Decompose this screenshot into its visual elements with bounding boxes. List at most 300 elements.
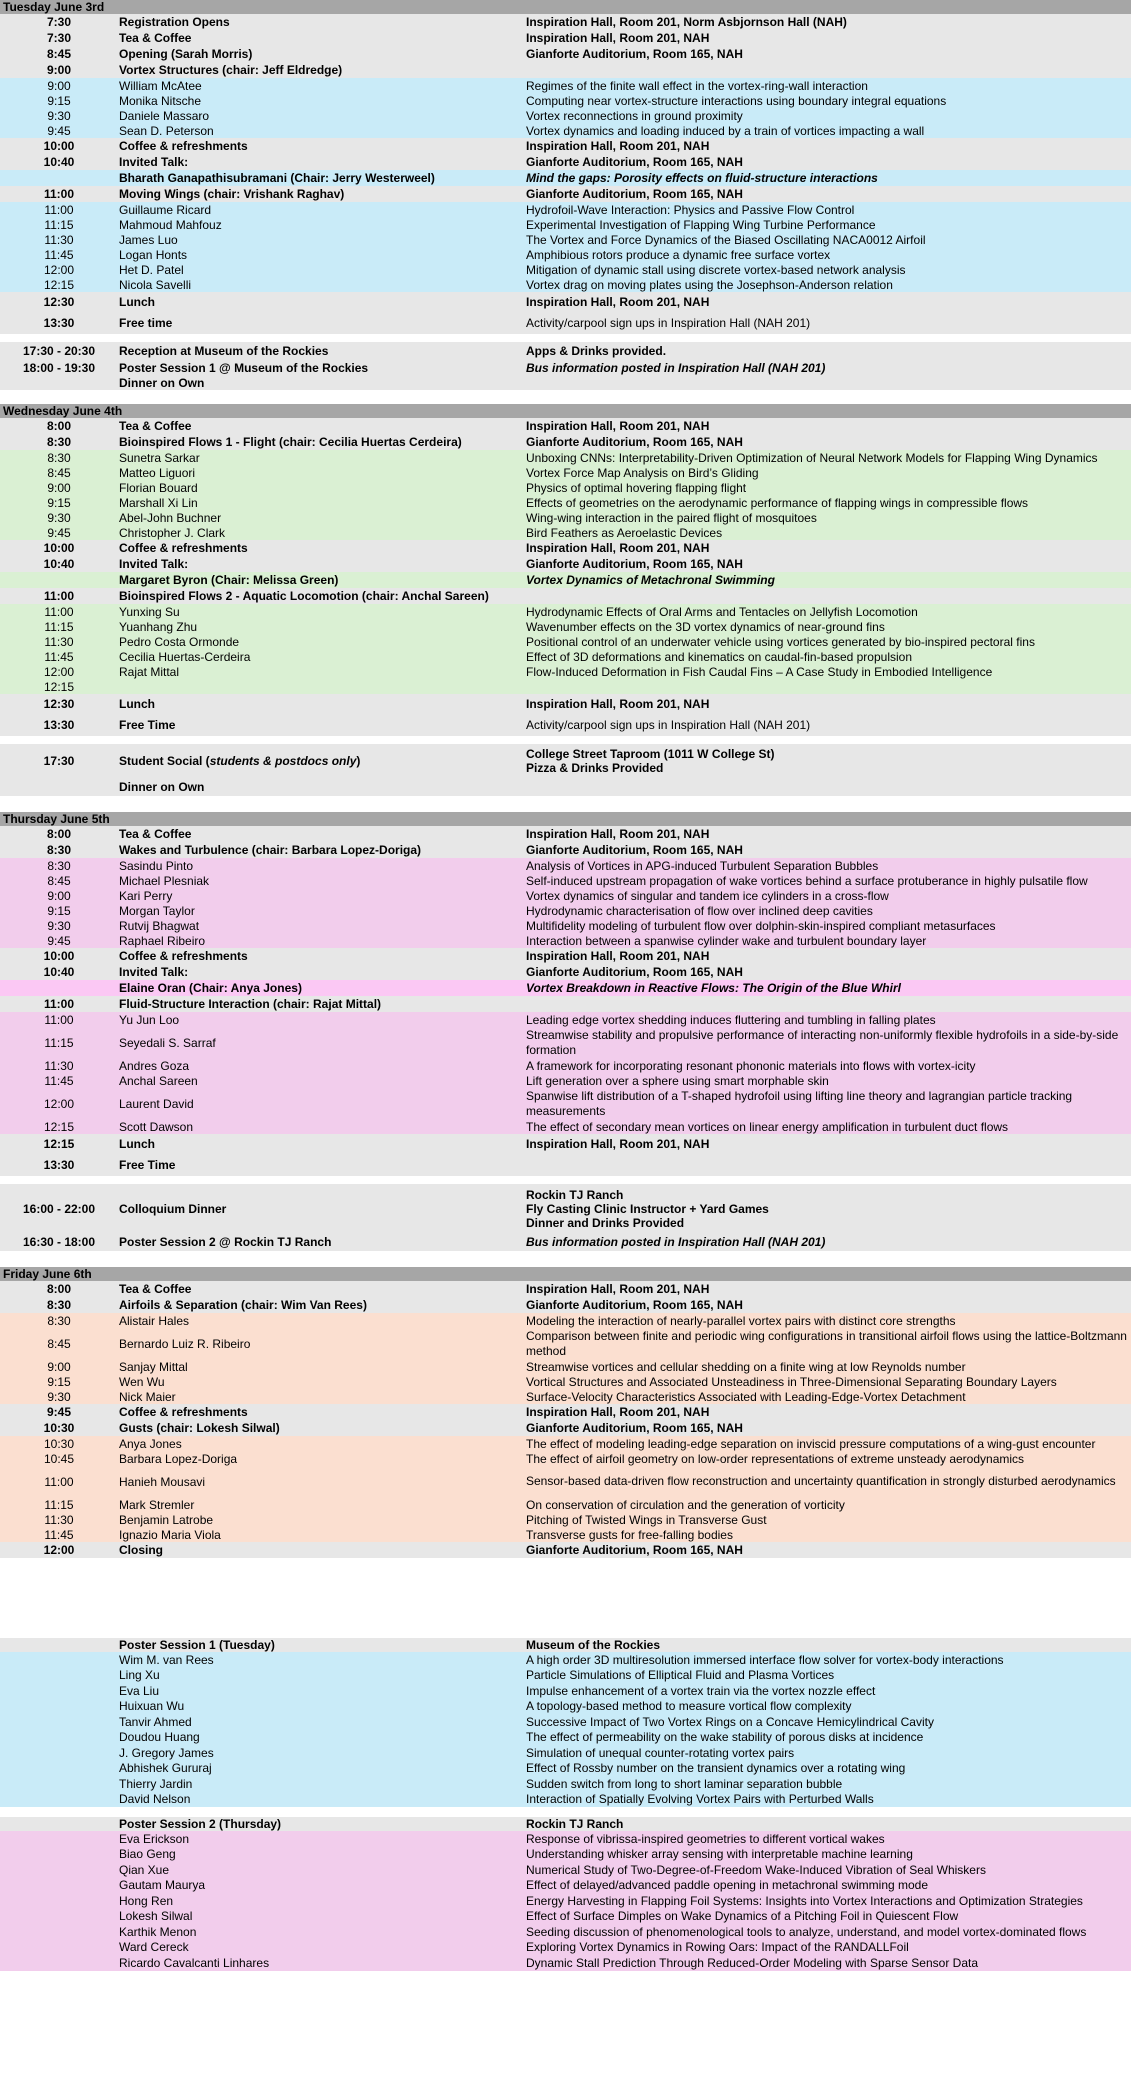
time-cell: 9:45	[46, 1405, 72, 1419]
schedule-row	[0, 525, 1131, 540]
poster-author: Doudou Huang	[119, 1730, 200, 1745]
detail-cell: Regimes of the finite wall effect in the vortex-ring-wall interaction	[526, 78, 868, 93]
schedule-row	[0, 736, 1131, 744]
poster-row	[0, 1652, 1131, 1668]
name-cell: Bioinspired Flows 1 - Flight (chair: Cecilia Huertas Cerdeira)	[119, 435, 462, 449]
schedule-row	[0, 826, 1131, 842]
detail-cell: Activity/carpool sign ups in Inspiration Hall (NAH 201)	[526, 316, 811, 330]
time-cell: 11:00	[44, 1474, 74, 1489]
schedule-row	[0, 903, 1131, 918]
detail-cell: Vortex reconnections in ground proximity	[526, 108, 743, 123]
detail-cell: Inspiration Hall, Room 201, NAH	[526, 697, 710, 711]
schedule-row	[0, 480, 1131, 495]
name-cell: Dinner on Own	[119, 780, 205, 794]
detail-cell: Wavenumber effects on the 3D vortex dynamics of near-ground fins	[526, 619, 885, 634]
time-cell: 12:15	[43, 679, 75, 694]
time-cell: 9:00	[46, 63, 72, 77]
time-cell: 10:40	[43, 557, 75, 571]
poster-author: Qian Xue	[119, 1862, 170, 1877]
time-cell: 12:15	[43, 277, 75, 292]
name-cell: Mahmoud Mahfouz	[119, 217, 222, 232]
name-cell: Scott Dawson	[119, 1119, 194, 1134]
detail-cell: Rockin TJ Ranch Fly Casting Clinic Instructor + Yard Games Dinner and Drinks Provided	[526, 1187, 769, 1230]
name-cell: Logan Honts	[119, 247, 188, 262]
time-cell: 9:30	[47, 108, 71, 123]
detail-cell: Activity/carpool sign ups in Inspiration Hall (NAH 201)	[526, 718, 811, 732]
detail-cell: Hydrofoil-Wave Interaction: Physics and Passive Flow Control	[526, 202, 855, 217]
poster-session-title: Poster Session 2 (Thursday)	[119, 1817, 282, 1831]
schedule-row	[0, 62, 1131, 78]
poster-row	[0, 1761, 1131, 1777]
detail-cell: Hydrodynamic characterisation of flow over inclined deep cavities	[526, 903, 873, 918]
name-cell: Coffee & refreshments	[119, 1405, 248, 1419]
poster-title: Effect of Surface Dimples on Wake Dynamics of a Pitching Foil in Quiescent Flow	[526, 1909, 959, 1924]
detail-cell: Experimental Investigation of Flapping Wing Turbine Performance	[526, 217, 876, 232]
time-cell: 10:40	[43, 965, 75, 979]
schedule-row	[0, 434, 1131, 450]
time-cell: 7:30	[46, 31, 72, 45]
poster-row	[0, 1831, 1131, 1847]
detail-cell: Vortical Structures and Associated Unsteadiness in Three-Dimensional Separating Boundary Layers	[526, 1374, 1057, 1389]
poster-row	[0, 1776, 1131, 1792]
time-cell: 18:00 - 19:30	[22, 360, 96, 375]
schedule-row	[0, 138, 1131, 154]
time-cell: 17:30 - 20:30	[22, 343, 96, 358]
spacer-row	[0, 1558, 1131, 1638]
detail-cell: The effect of secondary mean vortices on linear energy amplification in turbulent duct flows	[526, 1119, 1009, 1134]
poster-session-header	[0, 1638, 1131, 1652]
name-cell: Morgan Taylor	[119, 903, 195, 918]
time-cell: 8:45	[47, 465, 71, 480]
name-cell: Coffee & refreshments	[119, 949, 248, 963]
detail-cell: Inspiration Hall, Room 201, NAH	[526, 827, 710, 841]
name-cell: Nick Maier	[119, 1389, 176, 1404]
detail-cell: Gianforte Auditorium, Room 165, NAH	[526, 557, 743, 571]
schedule-row	[0, 170, 1131, 186]
name-cell: Registration Opens	[119, 15, 230, 29]
time-cell: 8:30	[46, 1298, 72, 1312]
schedule-row	[0, 277, 1131, 292]
name-cell: Lunch	[119, 697, 155, 711]
poster-author: Tanvir Ahmed	[119, 1714, 192, 1729]
name-cell: Bharath Ganapathisubramani (Chair: Jerry Westerweel)	[119, 171, 435, 185]
poster-row	[0, 1730, 1131, 1746]
detail-cell: Inspiration Hall, Room 201, NAH	[526, 1282, 710, 1296]
name-cell: Bioinspired Flows 2 - Aquatic Locomotion (chair: Anchal Sareen)	[119, 589, 489, 603]
poster-author: Thierry Jardin	[119, 1776, 193, 1791]
schedule-row	[0, 634, 1131, 649]
time-cell: 11:45	[44, 1073, 74, 1088]
time-cell: 12:00	[43, 262, 75, 277]
schedule-row	[0, 1297, 1131, 1313]
poster-title: Seeding discussion of phenomenological tools to analyze, understand, and model vortex-dominated flows	[526, 1924, 1087, 1939]
schedule-row	[0, 217, 1131, 232]
time-cell: 12:15	[43, 1137, 75, 1151]
poster-row	[0, 1909, 1131, 1925]
schedule-row	[0, 1389, 1131, 1404]
name-cell: Andres Goza	[119, 1058, 190, 1073]
schedule-row	[0, 980, 1131, 996]
spacer-row	[0, 796, 1131, 812]
detail-cell: Leading edge vortex shedding induces fluttering and tumbling in falling plates	[526, 1012, 936, 1027]
time-cell: 8:00	[46, 419, 72, 433]
poster-title: Simulation of unequal counter-rotating vortex pairs	[526, 1745, 795, 1760]
time-cell: 10:40	[43, 155, 75, 169]
day-header-label: Thursday June 5th	[3, 812, 110, 826]
day-header	[0, 1267, 1131, 1281]
detail-cell: Vortex Force Map Analysis on Bird’s Gliding	[526, 465, 759, 480]
name-cell: Kari Perry	[119, 888, 173, 903]
schedule-row	[0, 1012, 1131, 1027]
poster-session-header	[0, 1817, 1131, 1831]
time-cell: 10:00	[43, 949, 75, 963]
schedule-row	[0, 93, 1131, 108]
detail-cell: Self-induced upstream propagation of wake vortices behind a surface protuberance in highly pulsatile flow	[526, 873, 1088, 888]
name-cell: Marshall Xi Lin	[119, 495, 198, 510]
detail-cell: Surface-Velocity Characteristics Associated with Leading-Edge-Vortex Detachment	[526, 1389, 966, 1404]
time-cell: 11:30	[44, 1512, 74, 1527]
time-cell: 11:15	[44, 1035, 74, 1050]
name-cell: Colloquium Dinner	[119, 1201, 227, 1216]
detail-cell: The effect of modeling leading-edge separation on inviscid pressure computations of a wing-gust encounter	[526, 1436, 1096, 1451]
time-cell: 11:30	[44, 232, 74, 247]
name-cell: Tea & Coffee	[119, 1282, 192, 1296]
schedule-row	[0, 572, 1131, 588]
schedule-row	[0, 604, 1131, 619]
name-cell: Closing	[119, 1543, 163, 1557]
detail-cell: Analysis of Vortices in APG-induced Turbulent Separation Bubbles	[526, 858, 879, 873]
name-cell: Invited Talk:	[119, 155, 189, 169]
schedule-row	[0, 888, 1131, 903]
time-cell: 11:00	[43, 589, 75, 603]
schedule-row	[0, 1512, 1131, 1527]
detail-cell: Vortex Breakdown in Reactive Flows: The Origin of the Blue Whirl	[526, 981, 901, 995]
detail-cell: Inspiration Hall, Room 201, NAH	[526, 1137, 710, 1151]
name-cell: Coffee & refreshments	[119, 139, 248, 153]
poster-title: Sudden switch from long to short laminar separation bubble	[526, 1776, 843, 1791]
time-cell: 10:00	[43, 541, 75, 555]
poster-author: Biao Geng	[119, 1847, 176, 1862]
time-cell: 8:45	[47, 873, 71, 888]
schedule-row	[0, 1088, 1131, 1119]
poster-title: Particle Simulations of Elliptical Fluid and Plasma Vortices	[526, 1668, 835, 1683]
schedule-row	[0, 154, 1131, 170]
name-cell: Opening (Sarah Morris)	[119, 47, 253, 61]
time-cell: 9:45	[47, 933, 71, 948]
detail-cell: Streamwise vortices and cellular shedding on a finite wing at low Reynolds number	[526, 1359, 966, 1374]
time-cell: 8:30	[46, 435, 72, 449]
time-cell: 11:15	[44, 217, 74, 232]
schedule-row	[0, 873, 1131, 888]
detail-cell: Vortex dynamics of singular and tandem ice cylinders in a cross-flow	[526, 888, 889, 903]
detail-cell: Vortex drag on moving plates using the Josephson-Anderson relation	[526, 277, 893, 292]
time-cell: 8:45	[47, 1336, 71, 1351]
day-header-label: Friday June 6th	[3, 1267, 92, 1281]
time-cell: 11:45	[44, 247, 74, 262]
schedule-row	[0, 202, 1131, 217]
time-cell: 7:30	[46, 15, 72, 29]
name-cell: Elaine Oran (Chair: Anya Jones)	[119, 981, 302, 995]
schedule-row	[0, 359, 1131, 376]
detail-cell: Inspiration Hall, Room 201, NAH	[526, 1405, 710, 1419]
time-cell: 10:30	[43, 1436, 75, 1451]
spacer-row	[0, 1251, 1131, 1267]
poster-title: Impulse enhancement of a vortex train via the vortex nozzle effect	[526, 1683, 876, 1698]
schedule-row	[0, 1313, 1131, 1328]
name-cell: Sasindu Pinto	[119, 858, 194, 873]
poster-title: Numerical Study of Two-Degree-of-Freedom Wake-Induced Vibration of Seal Whiskers	[526, 1862, 986, 1877]
name-cell: Pedro Costa Ormonde	[119, 634, 240, 649]
name-cell: Coffee & refreshments	[119, 541, 248, 555]
time-cell: 12:30	[43, 697, 75, 711]
poster-row	[0, 1878, 1131, 1894]
time-cell: 11:00	[43, 997, 75, 1011]
schedule-row	[0, 418, 1131, 434]
name-cell: Dinner on Own	[119, 376, 205, 390]
schedule-row	[0, 1451, 1131, 1466]
name-cell: Sanjay Mittal	[119, 1359, 188, 1374]
schedule-row	[0, 334, 1131, 342]
schedule-row	[0, 858, 1131, 873]
time-cell: 8:30	[46, 843, 72, 857]
schedule-row	[0, 679, 1131, 694]
time-cell: 11:30	[44, 1058, 74, 1073]
schedule-row	[0, 619, 1131, 634]
name-cell: Rutvij Bhagwat	[119, 918, 200, 933]
detail-cell: Streamwise stability and propulsive performance of interacting non-uniformly flexible hydrofoils in a side-by-side formation	[526, 1027, 1119, 1057]
poster-author: David Nelson	[119, 1792, 191, 1807]
schedule-row	[0, 694, 1131, 714]
schedule-row	[0, 78, 1131, 93]
poster-title: Energy Harvesting in Flapping Foil Systems: Insights into Vortex Interactions and Optimization Strategies	[526, 1893, 1083, 1908]
time-cell: 9:00	[47, 1359, 71, 1374]
time-cell: 8:00	[46, 827, 72, 841]
name-cell: Hanieh Mousavi	[119, 1474, 206, 1489]
detail-cell: Sensor-based data-driven flow reconstruction and uncertainty quantification in strongly disturbed aerodynamics	[526, 1474, 1116, 1488]
name-cell: Florian Bouard	[119, 480, 198, 495]
name-cell: Tea & Coffee	[119, 419, 192, 433]
schedule-row	[0, 918, 1131, 933]
name-cell: Raphael Ribeiro	[119, 933, 206, 948]
time-cell: 12:00	[43, 664, 75, 679]
time-cell: 8:45	[46, 47, 72, 61]
name-cell: Reception at Museum of the Rockies	[119, 343, 329, 358]
schedule-row	[0, 649, 1131, 664]
schedule-row	[0, 1027, 1131, 1058]
schedule-row	[0, 1176, 1131, 1184]
poster-row	[0, 1893, 1131, 1909]
detail-cell: Multifidelity modeling of turbulent flow over dolphin-skin-inspired compliant metasurfaces	[526, 918, 996, 933]
detail-cell: A framework for incorporating resonant phononic materials into flows with vortex-icity	[526, 1058, 976, 1073]
name-cell: James Luo	[119, 232, 178, 247]
time-cell: 8:00	[46, 1282, 72, 1296]
time-cell: 11:15	[44, 619, 74, 634]
detail-cell: Inspiration Hall, Room 201, NAH	[526, 541, 710, 555]
name-cell: Moving Wings (chair: Vrishank Raghav)	[119, 187, 345, 201]
detail-cell: Wing-wing interaction in the paired flight of mosquitoes	[526, 510, 817, 525]
name-cell: Bernardo Luiz R. Ribeiro	[119, 1336, 251, 1351]
day-header	[0, 812, 1131, 826]
poster-author: Ling Xu	[119, 1668, 160, 1683]
poster-row	[0, 1847, 1131, 1863]
detail-cell: Transverse gusts for free-falling bodies	[526, 1527, 733, 1542]
schedule-row	[0, 744, 1131, 778]
time-cell: 9:45	[47, 525, 71, 540]
detail-cell: Modeling the interaction of nearly-parallel vortex pairs with distinct core strengths	[526, 1313, 956, 1328]
time-cell: 9:30	[47, 1389, 71, 1404]
name-cell: Anya Jones	[119, 1436, 182, 1451]
name-cell: Michael Plesniak	[119, 873, 210, 888]
name-cell: Christopher J. Clark	[119, 525, 226, 540]
poster-title: Response of vibrissa-inspired geometries to different vortical wakes	[526, 1831, 885, 1846]
poster-title: Dynamic Stall Prediction Through Reduced-Order Modeling with Sparse Sensor Data	[526, 1955, 978, 1970]
detail-cell: Gianforte Auditorium, Room 165, NAH	[526, 187, 743, 201]
detail-cell: Comparison between finite and periodic wing configurations in transitional airfoil flows using the lattice-Boltzmann method	[526, 1328, 1127, 1358]
name-cell: Tea & Coffee	[119, 31, 192, 45]
schedule-row	[0, 842, 1131, 858]
detail-cell: Lift generation over a sphere using smart morphable skin	[526, 1073, 829, 1088]
time-cell: 11:00	[44, 604, 74, 619]
time-cell: 10:30	[43, 1421, 75, 1435]
schedule-row	[0, 14, 1131, 30]
schedule-row	[0, 1184, 1131, 1233]
detail-cell: Gianforte Auditorium, Room 165, NAH	[526, 1543, 743, 1557]
detail-cell: The effect of airfoil geometry on low-order representations of extreme unsteady aerodynamics	[526, 1451, 1025, 1466]
time-cell: 9:15	[47, 93, 71, 108]
time-cell: 16:30 - 18:00	[22, 1235, 96, 1249]
poster-author: Karthik Menon	[119, 1924, 197, 1939]
time-cell: 9:15	[47, 495, 71, 510]
name-cell: Rajat Mittal	[119, 664, 180, 679]
poster-author: Huixuan Wu	[119, 1699, 185, 1714]
detail-cell: Gianforte Auditorium, Room 165, NAH	[526, 1421, 743, 1435]
schedule-row	[0, 186, 1131, 202]
poster-row	[0, 1862, 1131, 1878]
name-cell: William McAtee	[119, 78, 202, 93]
schedule-row	[0, 1359, 1131, 1374]
name-cell: Abel-John Buchner	[119, 510, 222, 525]
poster-title: The effect of permeability on the wake stability of porous disks at incidence	[526, 1730, 924, 1745]
name-cell: Poster Session 2 @ Rockin TJ Ranch	[119, 1235, 332, 1249]
detail-cell: Pitching of Twisted Wings in Transverse Gust	[526, 1512, 767, 1527]
schedule-row	[0, 262, 1131, 277]
schedule-row	[0, 996, 1131, 1012]
name-cell: Benjamin Latrobe	[119, 1512, 214, 1527]
schedule-row	[0, 778, 1131, 796]
name-cell: Ignazio Maria Viola	[119, 1527, 221, 1542]
poster-session-venue: Museum of the Rockies	[526, 1638, 661, 1652]
schedule-row	[0, 714, 1131, 736]
schedule-row	[0, 46, 1131, 62]
name-cell: Margaret Byron (Chair: Melissa Green)	[119, 573, 339, 587]
name-cell: Matteo Liguori	[119, 465, 196, 480]
schedule-row	[0, 964, 1131, 980]
poster-title: Interaction of Spatially Evolving Vortex Pairs with Perturbed Walls	[526, 1792, 874, 1807]
schedule-row	[0, 342, 1131, 359]
schedule-row	[0, 540, 1131, 556]
schedule-row	[0, 1073, 1131, 1088]
name-cell: Free Time	[119, 1158, 176, 1172]
detail-cell: Vortex Dynamics of Metachronal Swimming	[526, 573, 775, 587]
time-cell: 16:00 - 22:00	[22, 1201, 96, 1216]
poster-session-title: Poster Session 1 (Tuesday)	[119, 1638, 275, 1652]
name-cell: Tea & Coffee	[119, 827, 192, 841]
day-header-label: Tuesday June 3rd	[3, 0, 105, 14]
poster-title: A topology-based method to measure vortical flow complexity	[526, 1699, 852, 1714]
time-cell: 11:00	[43, 187, 75, 201]
time-cell: 12:00	[43, 1543, 75, 1557]
time-cell: 13:30	[43, 1158, 75, 1172]
schedule-row	[0, 1497, 1131, 1512]
poster-row	[0, 1924, 1131, 1940]
time-cell: 8:30	[47, 1313, 71, 1328]
name-cell: Barbara Lopez-Doriga	[119, 1451, 238, 1466]
name-cell: Wakes and Turbulence (chair: Barbara Lopez-Doriga)	[119, 843, 422, 857]
time-cell: 10:00	[43, 139, 75, 153]
detail-cell: Gianforte Auditorium, Room 165, NAH	[526, 155, 743, 169]
poster-author: Abhishek Gururaj	[119, 1761, 212, 1776]
detail-cell: Hydrodynamic Effects of Oral Arms and Tentacles on Jellyfish Locomotion	[526, 604, 918, 619]
name-cell: Free Time	[119, 718, 176, 732]
schedule-row	[0, 556, 1131, 572]
name-cell: Lunch	[119, 1137, 155, 1151]
detail-cell: Gianforte Auditorium, Room 165, NAH	[526, 435, 743, 449]
schedule-row	[0, 1119, 1131, 1134]
name-cell: Wen Wu	[119, 1374, 165, 1389]
poster-row	[0, 1683, 1131, 1699]
poster-session-venue: Rockin TJ Ranch	[526, 1817, 624, 1831]
schedule-row	[0, 588, 1131, 604]
schedule-row	[0, 495, 1131, 510]
time-cell: 13:30	[43, 316, 75, 330]
poster-title: A high order 3D multiresolution immersed interface flow solver for vortex-body interactions	[526, 1652, 1004, 1667]
schedule-row	[0, 510, 1131, 525]
name-cell: Anchal Sareen	[119, 1073, 198, 1088]
name-cell: Cecilia Huertas-Cerdeira	[119, 649, 251, 664]
time-cell: 9:15	[47, 903, 71, 918]
detail-cell: College Street Taproom (1011 W College St) Pizza & Drinks Provided	[526, 747, 775, 775]
name-cell: Poster Session 1 @ Museum of the Rockies	[119, 360, 369, 375]
poster-title: Understanding whisker array sensing with interpretable machine learning	[526, 1847, 913, 1862]
spacer-row	[0, 1807, 1131, 1817]
day-header	[0, 0, 1131, 14]
schedule-row	[0, 1134, 1131, 1154]
time-cell: 12:00	[43, 1096, 75, 1111]
name-cell: Lunch	[119, 295, 155, 309]
schedule-row	[0, 933, 1131, 948]
poster-author: Eva Liu	[119, 1683, 160, 1698]
name-cell: Seyedali S. Sarraf	[119, 1035, 216, 1050]
detail-cell: Inspiration Hall, Room 201, NAH	[526, 139, 710, 153]
schedule-row	[0, 948, 1131, 964]
poster-author: Wim M. van Rees	[119, 1652, 214, 1667]
poster-title: Effect of Rossby number on the transient dynamics over a rotating wing	[526, 1761, 906, 1776]
schedule-row	[0, 1527, 1131, 1542]
schedule-row	[0, 1233, 1131, 1251]
detail-cell: On conservation of circulation and the generation of vorticity	[526, 1497, 845, 1512]
schedule-row	[0, 1404, 1131, 1420]
time-cell: 9:00	[47, 480, 71, 495]
time-cell: 11:00	[44, 202, 74, 217]
time-cell: 8:30	[47, 858, 71, 873]
time-cell: 12:15	[43, 1119, 75, 1134]
name-cell: Airfoils & Separation (chair: Wim Van Rees)	[119, 1298, 367, 1312]
time-cell: 17:30	[43, 754, 75, 768]
poster-row	[0, 1955, 1131, 1971]
schedule-row	[0, 30, 1131, 46]
time-cell: 11:30	[44, 634, 74, 649]
schedule-row	[0, 376, 1131, 390]
